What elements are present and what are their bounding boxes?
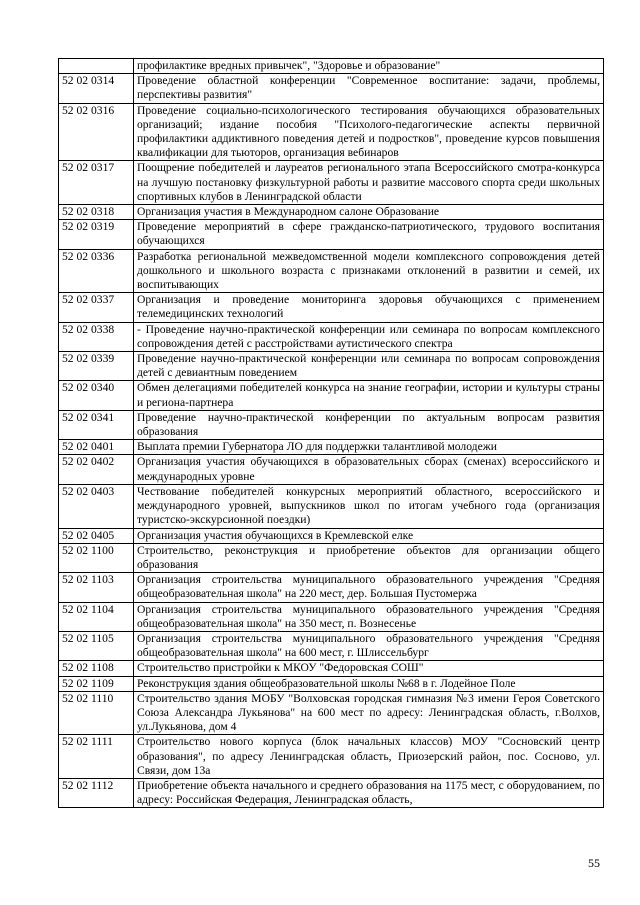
row-description: Проведение научно-практической конференции по актуальным вопросам развития образования bbox=[134, 410, 604, 439]
row-code: 52 02 0317 bbox=[59, 161, 134, 205]
table-row bbox=[59, 676, 604, 691]
table-row bbox=[59, 59, 604, 74]
row-description: Реконструкция здания общеобразовательной школы №68 в г. Лодейное Поле bbox=[134, 676, 604, 691]
row-description: Организация участия обучающихся в образовательных сборах (сменах) всероссийского и международных уровне bbox=[134, 455, 604, 484]
table-row bbox=[59, 543, 604, 572]
table-row bbox=[59, 352, 604, 381]
row-code: 52 02 0319 bbox=[59, 220, 134, 249]
row-code: 52 02 0405 bbox=[59, 528, 134, 543]
row-code: 52 02 0318 bbox=[59, 205, 134, 220]
row-code: 52 02 0340 bbox=[59, 381, 134, 410]
document-page bbox=[58, 58, 604, 808]
row-code: 52 02 1110 bbox=[59, 691, 134, 735]
row-description: Приобретение объекта начального и среднего образования на 1175 мест, с оборудованием, по адресу: Российская Федерация, Ленинградская область, bbox=[134, 778, 604, 807]
table-row bbox=[59, 455, 604, 484]
row-description: Организация и проведение мониторинга здоровья обучающихся с применением телемедицинских технологий bbox=[134, 293, 604, 322]
row-description: Разработка региональной межведомственной модели комплексного сопровождения детей дошкольного и школьного возраста с признаками отклонений в развитии и семей, их воспитывающих bbox=[134, 249, 604, 293]
row-code: 52 02 1112 bbox=[59, 778, 134, 807]
row-description: - Проведение научно-практической конференции или семинара по вопросам комплексного сопровождения детей с расстройствами аутистического спектра bbox=[134, 322, 604, 351]
table-row bbox=[59, 735, 604, 779]
table-row bbox=[59, 484, 604, 528]
table-row bbox=[59, 161, 604, 205]
row-code: 52 02 0338 bbox=[59, 322, 134, 351]
row-description: Проведение мероприятий в сфере гражданско-патриотического, трудового воспитания обучающихся bbox=[134, 220, 604, 249]
row-description: Строительство здания МОБУ "Волховская городская гимназия №3 имени Героя Советского Союза Александра Лукьянова" на 600 мест по адресу: Ленинградская область, г.Волхов, ул.Лукьянова, дом 4 bbox=[134, 691, 604, 735]
row-description: Строительство пристройки к МКОУ "Федоровская СОШ" bbox=[134, 661, 604, 676]
table-row bbox=[59, 205, 604, 220]
row-description: Обмен делегациями победителей конкурса на знание географии, истории и культуры страны и региона-партнера bbox=[134, 381, 604, 410]
table-row bbox=[59, 573, 604, 602]
row-code: 52 02 1100 bbox=[59, 543, 134, 572]
table-row bbox=[59, 778, 604, 807]
row-code: 52 02 0403 bbox=[59, 484, 134, 528]
table-row bbox=[59, 528, 604, 543]
row-description: Строительство нового корпуса (блок начальных классов) МОУ "Сосновский центр образования", по адресу Ленинградская область, Приозерский район, пос. Сосново, ул. Связи, дом 13а bbox=[134, 735, 604, 779]
row-code: 52 02 1104 bbox=[59, 602, 134, 631]
table-row bbox=[59, 322, 604, 351]
row-code: 52 02 0401 bbox=[59, 440, 134, 455]
table-row bbox=[59, 381, 604, 410]
table-row bbox=[59, 691, 604, 735]
row-description: Организация строительства муниципального образовательного учреждения "Средняя общеобразовательная школа" на 350 мест, п. Вознесенье bbox=[134, 602, 604, 631]
row-code: 52 02 0337 bbox=[59, 293, 134, 322]
row-description: Выплата премии Губернатора ЛО для поддержки талантливой молодежи bbox=[134, 440, 604, 455]
table-row bbox=[59, 293, 604, 322]
row-code: 52 02 1109 bbox=[59, 676, 134, 691]
table-row bbox=[59, 103, 604, 161]
row-code: 52 02 0336 bbox=[59, 249, 134, 293]
row-code: 52 02 1108 bbox=[59, 661, 134, 676]
row-description: Поощрение победителей и лауреатов регионального этапа Всероссийского смотра-конкурса на лучшую постановку физкультурной работы и развитие массового спорта среди школьных спортивных клубов в Ленинградской области bbox=[134, 161, 604, 205]
row-code: 52 02 0341 bbox=[59, 410, 134, 439]
row-code bbox=[59, 59, 134, 74]
row-description: Проведение областной конференции "Современное воспитание: задачи, проблемы, перспективы развития" bbox=[134, 74, 604, 103]
row-code: 52 02 0402 bbox=[59, 455, 134, 484]
budget-codes-table bbox=[58, 58, 604, 808]
row-code: 52 02 0316 bbox=[59, 103, 134, 161]
row-description: Проведение социально-психологического тестирования обучающихся образовательных организаций; издание пособия "Психолого-педагогические аспекты первичной профилактики аддиктивного поведения детей и подростков", проведение курсов повышения квалификации для тьюторов, организация вебинаров bbox=[134, 103, 604, 161]
table-row bbox=[59, 220, 604, 249]
table-row bbox=[59, 440, 604, 455]
row-code: 52 02 0314 bbox=[59, 74, 134, 103]
row-description: Организация участия обучающихся в Кремлевской елке bbox=[134, 528, 604, 543]
row-code: 52 02 1105 bbox=[59, 631, 134, 660]
row-description: Организация строительства муниципального образовательного учреждения "Средняя общеобразовательная школа" на 220 мест, дер. Большая Пустомержа bbox=[134, 573, 604, 602]
row-code: 52 02 0339 bbox=[59, 352, 134, 381]
row-description: Организация строительства муниципального образовательного учреждения "Средняя общеобразовательная школа" на 600 мест, г. Шлиссельбург bbox=[134, 631, 604, 660]
row-description: Организация участия в Международном салоне Образование bbox=[134, 205, 604, 220]
table-row bbox=[59, 410, 604, 439]
row-code: 52 02 1111 bbox=[59, 735, 134, 779]
row-description: Строительство, реконструкция и приобретение объектов для организации общего образования bbox=[134, 543, 604, 572]
row-description: профилактике вредных привычек", "Здоровье и образование" bbox=[134, 59, 604, 74]
row-description: Чествование победителей конкурсных мероприятий областного, всероссийского и международного уровней, выпускников школ по итогам учебного года (организация туристско-экскурсионной поездки) bbox=[134, 484, 604, 528]
table-body bbox=[59, 59, 604, 808]
row-description: Проведение научно-практической конференции или семинара по вопросам сопровождения детей с девиантным поведением bbox=[134, 352, 604, 381]
table-row bbox=[59, 602, 604, 631]
page-number: 55 bbox=[588, 856, 600, 870]
table-row bbox=[59, 74, 604, 103]
row-code: 52 02 1103 bbox=[59, 573, 134, 602]
table-row bbox=[59, 249, 604, 293]
table-row bbox=[59, 661, 604, 676]
table-row bbox=[59, 631, 604, 660]
